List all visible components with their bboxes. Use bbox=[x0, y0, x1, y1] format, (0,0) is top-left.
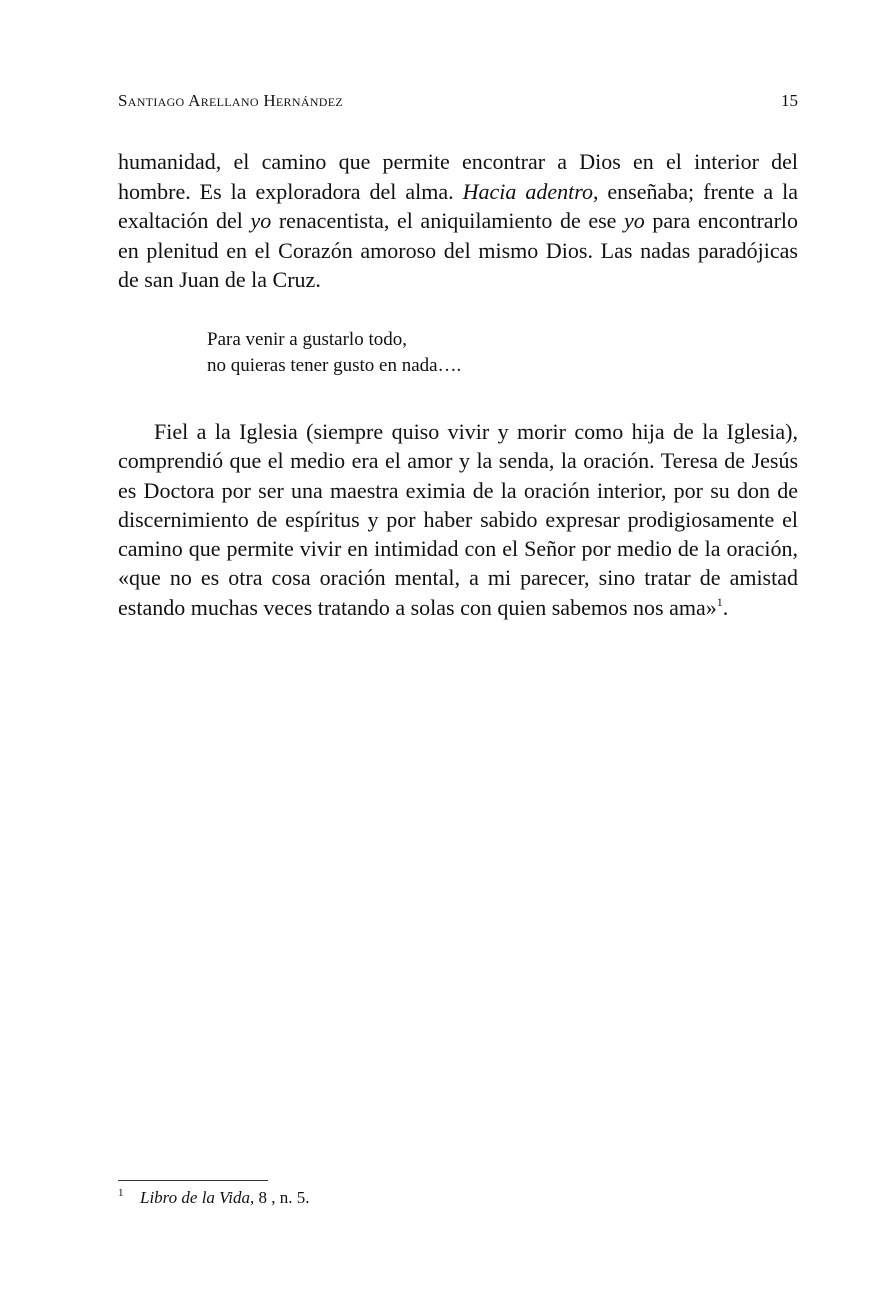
paragraph-1-italic-a: Hacia adentro bbox=[462, 178, 593, 204]
paragraph-2 bbox=[118, 417, 798, 622]
running-header bbox=[118, 91, 798, 115]
footnote-citation: , 8 , n. 5. bbox=[250, 1188, 310, 1207]
paragraph-1 bbox=[118, 147, 798, 295]
paragraph-1-text-c: renacentista, el aniquilamiento de ese bbox=[271, 208, 625, 234]
footnote-reference[interactable]: 1 bbox=[716, 594, 723, 609]
paragraph-1-text-a: humanidad, el camino que permite encontrar a Dios en el interior del hombre. Es la exploradora del alma. bbox=[118, 149, 798, 204]
paragraph-1-text-d: para encontrarlo en plenitud en el Corazón amoroso del mismo Dios. Las nadas paradójicas de san Juan de la Cruz. bbox=[118, 208, 799, 293]
verse-line-1: Para venir a gustarlo todo, bbox=[207, 329, 407, 350]
footnote-divider bbox=[118, 1180, 268, 1181]
verse-line-2: no quieras tener gusto en nada…. bbox=[207, 355, 462, 376]
paragraph-1-text-b: , enseñaba; frente a la exaltación del bbox=[118, 178, 798, 234]
footnote: 1 Libro de la Vida, 8 , n. 5. bbox=[118, 1187, 310, 1207]
footnote-title: Libro de la Vida bbox=[140, 1188, 251, 1207]
paragraph-1-italic-c: yo bbox=[624, 208, 645, 234]
paragraph-2-end: . bbox=[722, 594, 729, 620]
header-author: Santiago Arellano Hernández bbox=[118, 91, 343, 110]
page-number: 15 bbox=[781, 91, 798, 110]
paragraph-1-italic-b: yo bbox=[250, 208, 272, 234]
paragraph-2-text: Fiel a la Iglesia (siempre quiso vivir y morir como hija de la Iglesia), comprendió que el medio era el amor y la senda, la oración. Teresa de Jesús es Doctora por ser una maestra eximia de la oración interior, por su don de discernimiento de espíritus y por haber sabido expresar prodigiosamente el camino que permite vivir en intimidad con el Señor por medio de la oración, «que no es otra cosa oración mental, a mi parecer, sino tratar de amistad estando muchas veces tratando a solas con quien sabemos nos ama» bbox=[118, 419, 798, 620]
verse-quote bbox=[207, 327, 461, 379]
